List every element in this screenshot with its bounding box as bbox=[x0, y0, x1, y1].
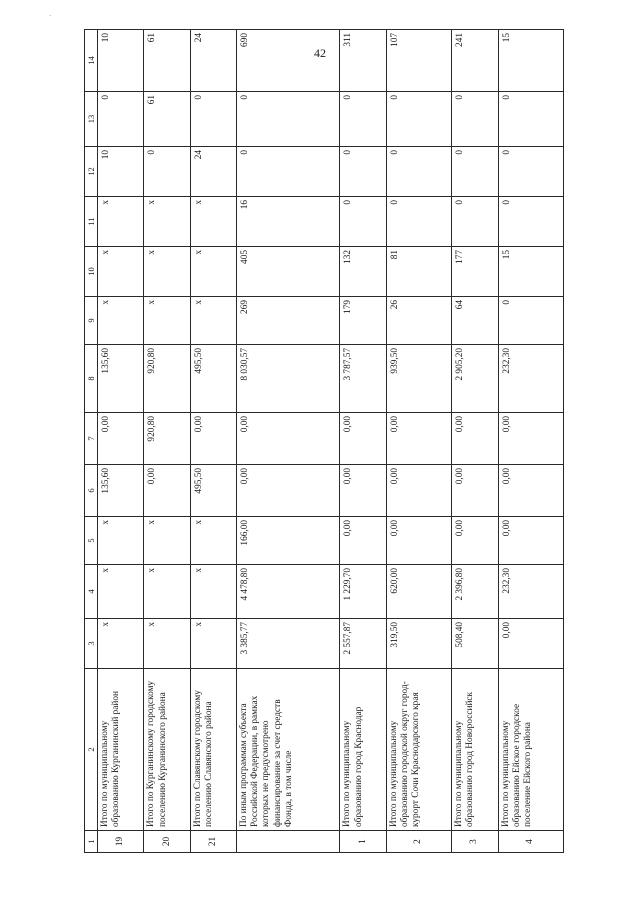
data-table bbox=[84, 29, 564, 853]
table-cell: 10 bbox=[98, 30, 144, 92]
table-cell: 0 bbox=[498, 147, 563, 197]
table-row bbox=[340, 30, 386, 853]
table-cell: 0,00 bbox=[386, 413, 451, 465]
column-number: 6 bbox=[85, 465, 98, 517]
table-cell: 0 bbox=[498, 197, 563, 247]
table-cell: 179 bbox=[340, 297, 386, 345]
table-cell: 0,00 bbox=[190, 413, 236, 465]
table-cell: x bbox=[190, 247, 236, 297]
table-cell: x bbox=[98, 565, 144, 619]
table-cell: 0,00 bbox=[237, 465, 340, 517]
row-index: 2 bbox=[386, 831, 451, 853]
table-cell: 0,00 bbox=[98, 413, 144, 465]
table-cell: 107 bbox=[386, 30, 451, 92]
table-cell: 0 bbox=[237, 92, 340, 147]
table-cell: 508,40 bbox=[452, 619, 498, 669]
table-cell: 620,00 bbox=[386, 565, 451, 619]
table-cell: 0 bbox=[237, 147, 340, 197]
column-number: 2 bbox=[85, 669, 98, 831]
table-cell: 132 bbox=[340, 247, 386, 297]
table-cell: 0 bbox=[386, 147, 451, 197]
table-cell: 920,80 bbox=[144, 413, 190, 465]
column-number: 12 bbox=[85, 147, 98, 197]
table-row bbox=[452, 30, 498, 853]
municipality-name: Итого по муниципальному образованию город Краснодар bbox=[340, 669, 386, 831]
table-cell: 15 bbox=[498, 30, 563, 92]
table-cell: 0,00 bbox=[498, 517, 563, 565]
municipality-name: Итого по Славянскому городскому поселению Славянского района bbox=[190, 669, 236, 831]
table-cell: x bbox=[190, 197, 236, 247]
table-cell: 0 bbox=[144, 147, 190, 197]
table-row bbox=[237, 30, 340, 853]
municipality-name: Итого по Курганинскому городскому поселению Курганинского района bbox=[144, 669, 190, 831]
table-cell: 405 bbox=[237, 247, 340, 297]
table-cell: 0,00 bbox=[452, 465, 498, 517]
table-cell: 0 bbox=[498, 297, 563, 345]
table-cell: 0 bbox=[452, 147, 498, 197]
table-cell: 166,00 bbox=[237, 517, 340, 565]
table-cell: 177 bbox=[452, 247, 498, 297]
table-cell: 495,50 bbox=[190, 465, 236, 517]
column-number: 1 bbox=[85, 831, 98, 853]
table-cell: x bbox=[190, 565, 236, 619]
table-cell: 269 bbox=[237, 297, 340, 345]
table-cell: 61 bbox=[144, 92, 190, 147]
row-index bbox=[237, 831, 340, 853]
table-cell: 2 905,20 bbox=[452, 345, 498, 413]
table-cell: x bbox=[144, 297, 190, 345]
table-cell: 24 bbox=[190, 30, 236, 92]
table-cell: 0 bbox=[386, 92, 451, 147]
municipality-name: Итого по муниципальному образованию город Новороссийск bbox=[452, 669, 498, 831]
scan-mark: · bbox=[49, 12, 52, 20]
table-cell: 0,00 bbox=[498, 619, 563, 669]
row-index: 21 bbox=[190, 831, 236, 853]
table-cell: 0 bbox=[340, 92, 386, 147]
table-cell: x bbox=[144, 247, 190, 297]
table-cell: x bbox=[144, 197, 190, 247]
table-cell: x bbox=[98, 247, 144, 297]
table-cell: 0,00 bbox=[452, 517, 498, 565]
column-number: 5 bbox=[85, 517, 98, 565]
table-cell: 26 bbox=[386, 297, 451, 345]
table-row bbox=[98, 30, 144, 853]
table-cell: 0 bbox=[452, 92, 498, 147]
table-cell: 232,30 bbox=[498, 565, 563, 619]
table-cell: 0 bbox=[340, 147, 386, 197]
table-cell: x bbox=[190, 517, 236, 565]
column-number: 7 bbox=[85, 413, 98, 465]
municipality-name: Итого по муниципальному образованию Курганинский район bbox=[98, 669, 144, 831]
table-cell: 0,00 bbox=[237, 413, 340, 465]
table-cell: 15 bbox=[498, 247, 563, 297]
column-number: 11 bbox=[85, 197, 98, 247]
row-index: 20 bbox=[144, 831, 190, 853]
table-cell: 0,00 bbox=[386, 465, 451, 517]
table-cell: 0,00 bbox=[386, 517, 451, 565]
column-number: 3 bbox=[85, 619, 98, 669]
table-cell: 135,60 bbox=[98, 465, 144, 517]
table-cell: 2 396,80 bbox=[452, 565, 498, 619]
table-cell: x bbox=[144, 517, 190, 565]
table-cell: 920,80 bbox=[144, 345, 190, 413]
table-cell: 690 bbox=[237, 30, 340, 92]
table-cell: 0 bbox=[98, 92, 144, 147]
table-cell: 0 bbox=[386, 197, 451, 247]
table-cell: 4 478,80 bbox=[237, 565, 340, 619]
column-number: 14 bbox=[85, 30, 98, 92]
table-cell: 0,00 bbox=[144, 465, 190, 517]
table-cell: 0,00 bbox=[498, 465, 563, 517]
table-cell: x bbox=[98, 297, 144, 345]
table-cell: 241 bbox=[452, 30, 498, 92]
table-cell: x bbox=[144, 565, 190, 619]
table-row bbox=[144, 30, 190, 853]
table-cell: 0,00 bbox=[498, 413, 563, 465]
column-number: 10 bbox=[85, 247, 98, 297]
table-cell: 16 bbox=[237, 197, 340, 247]
table-cell: 10 bbox=[98, 147, 144, 197]
table-cell: 1 229,70 bbox=[340, 565, 386, 619]
row-index: 4 bbox=[498, 831, 563, 853]
table-cell: 311 bbox=[340, 30, 386, 92]
column-number: 13 bbox=[85, 92, 98, 147]
table-cell: 135,60 bbox=[98, 345, 144, 413]
table-cell: x bbox=[190, 297, 236, 345]
table-row bbox=[498, 30, 563, 853]
table-cell: 0,00 bbox=[340, 465, 386, 517]
table-cell: x bbox=[144, 619, 190, 669]
table-cell: 81 bbox=[386, 247, 451, 297]
table-cell: 0 bbox=[498, 92, 563, 147]
row-index: 1 bbox=[340, 831, 386, 853]
municipality-name: Итого по муниципальному образованию Ейское городское поселение Ейского района bbox=[498, 669, 563, 831]
column-number: 9 bbox=[85, 297, 98, 345]
row-index: 19 bbox=[98, 831, 144, 853]
table-cell: 0 bbox=[190, 92, 236, 147]
table-cell: 319,50 bbox=[386, 619, 451, 669]
row-index: 3 bbox=[452, 831, 498, 853]
table-cell: 3 787,57 bbox=[340, 345, 386, 413]
table-cell: x bbox=[190, 619, 236, 669]
municipality-name: Итого по муниципальному образованию городской округ город-курорт Сочи Краснодарского края bbox=[386, 669, 451, 831]
table-cell: 939,50 bbox=[386, 345, 451, 413]
table-cell: 232,30 bbox=[498, 345, 563, 413]
table-cell: x bbox=[98, 197, 144, 247]
header-row bbox=[85, 30, 98, 853]
table-cell: 0,00 bbox=[452, 413, 498, 465]
table-row bbox=[190, 30, 236, 853]
table-cell: 3 385,77 bbox=[237, 619, 340, 669]
table-cell: x bbox=[98, 517, 144, 565]
table-cell: x bbox=[98, 619, 144, 669]
table-cell: 61 bbox=[144, 30, 190, 92]
table-cell: 495,50 bbox=[190, 345, 236, 413]
table-cell: 64 bbox=[452, 297, 498, 345]
municipality-name: По иным программам субъекта Российской Федерации, в рамках которых не предусмотрено финансирование за счет средств Фонда, в том числе bbox=[237, 669, 340, 831]
table-cell: 0 bbox=[452, 197, 498, 247]
column-number: 4 bbox=[85, 565, 98, 619]
table-row bbox=[386, 30, 451, 853]
table-cell: 8 030,57 bbox=[237, 345, 340, 413]
column-number: 8 bbox=[85, 345, 98, 413]
table-cell: 0 bbox=[340, 197, 386, 247]
page-number: 42 bbox=[314, 46, 326, 60]
table-cell: 2 557,87 bbox=[340, 619, 386, 669]
table-cell: 24 bbox=[190, 147, 236, 197]
table-cell: 0,00 bbox=[340, 413, 386, 465]
table-cell: 0,00 bbox=[340, 517, 386, 565]
